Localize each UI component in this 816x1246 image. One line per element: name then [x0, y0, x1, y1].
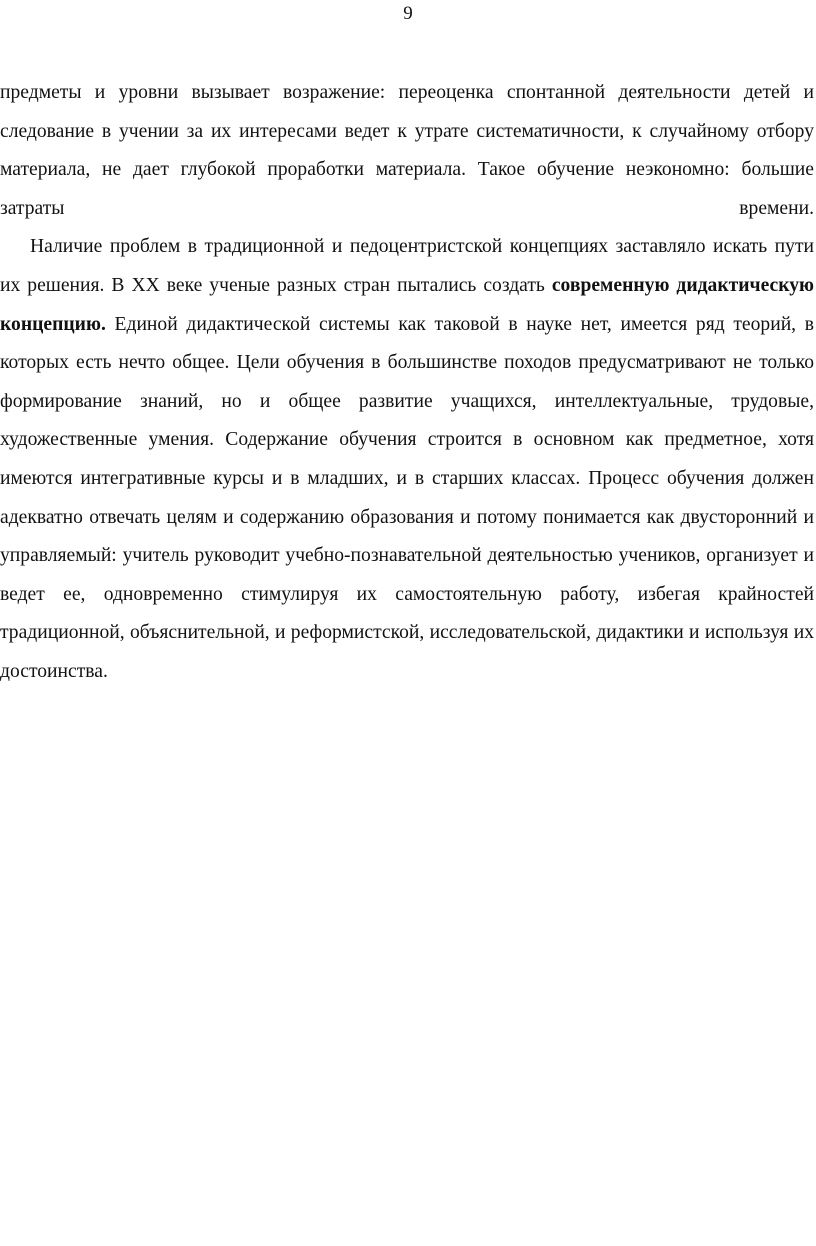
paragraph-2-start: Наличие проблем в традиционной и педоцентристской концепциях заставляло искать пути их решения. В XX веке ученые разных стран пытались создать [0, 236, 814, 296]
paragraph-1: предметы и уровни вызывает возражение: переоценка спонтанной деятельности детей и следование в учении за их интересами ведет к утрате систематичности, к случайному отбору материала, не дает глубокой проработки материала. Такое обучение неэкономно: большие затраты времени. [0, 82, 814, 219]
body-text [0, 74, 814, 692]
paragraph-2-rest: Единой дидактической системы как таковой в науке нет, имеется ряд теорий, в которых есть нечто общее. Цели обучения в большинстве походов предусматривают не только формирование знаний, но и общее развитие учащихся, интеллектуальные, трудовые, художественные умения. Содержание обучения строится в основном как предметное, хотя имеются интегративные курсы и в младших, и в старших классах. Процесс обучения должен адекватно отвечать целям и содержанию образования и потому понимается как двусторонний и управляемый: учитель руководит учебно-познавательной деятельностью учеников, организует и ведет ее, одновременно стимулируя их самостоятельную работу, избегая крайностей традиционной, объяснительной, и реформистской, исследовательской, дидактики и используя их достоинства. [0, 313, 814, 682]
page-number: 9 [403, 3, 413, 24]
bold-term: современную дидактическую концепцию. [0, 274, 814, 335]
paragraph-2 [0, 228, 814, 691]
